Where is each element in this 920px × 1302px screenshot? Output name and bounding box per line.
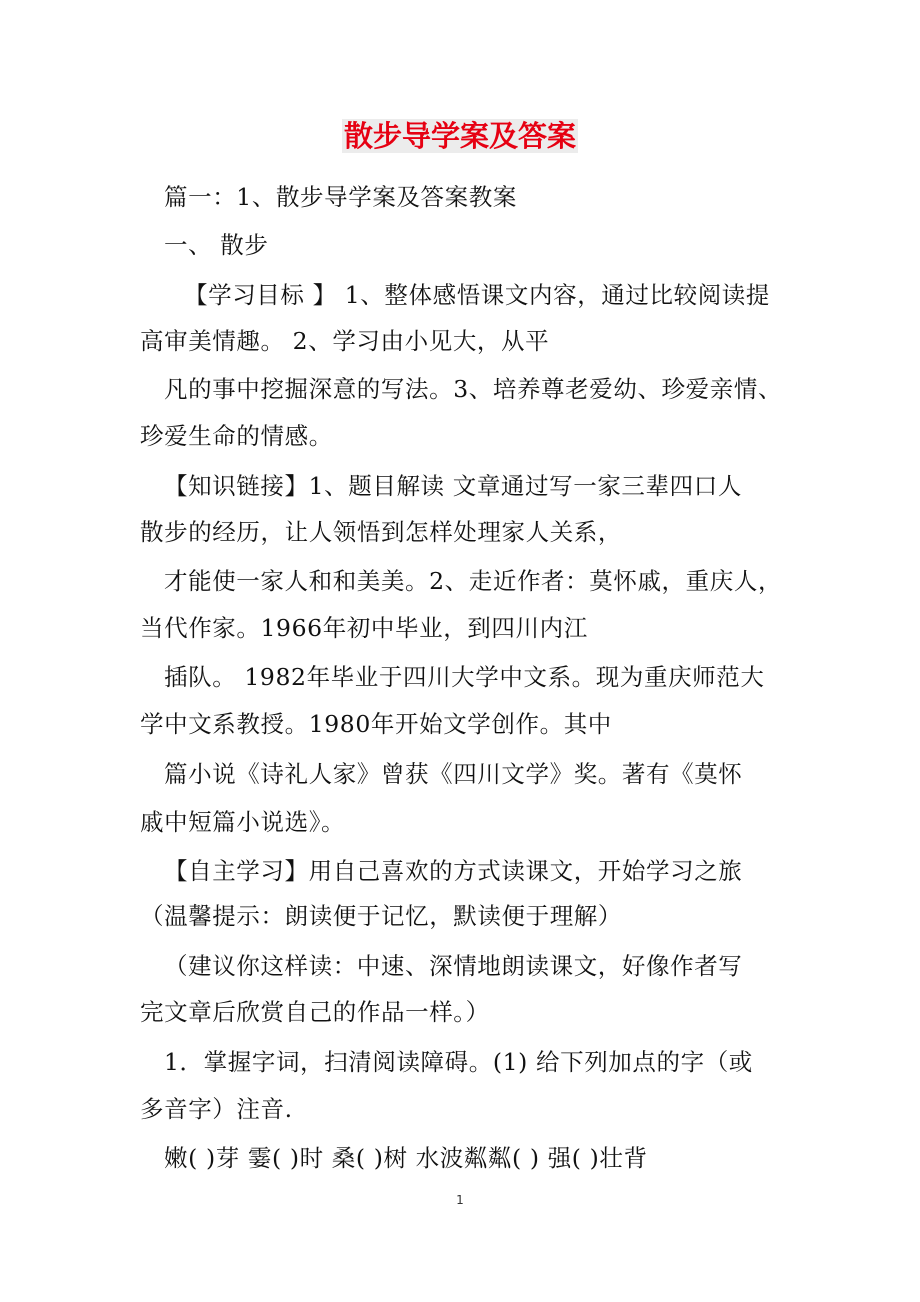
text-line-19: 1．掌握字词，扫清阅读障碍。(1) 给下列加点的字（或 [164, 1048, 753, 1076]
text-line-14: 戚中短篇小说选》。 [140, 808, 346, 836]
text-line-1: 篇一：1、散步导学案及答案教案 [164, 183, 517, 211]
text-line-5: 凡的事中挖掘深意的写法。3、培养尊老爱幼、珍爱亲情、 [164, 375, 783, 403]
text-line-15: 【自主学习】用自己喜欢的方式读课文，开始学习之旅 [164, 857, 743, 885]
text-line-7: 【知识链接】1、题目解读 文章通过写一家三辈四口人 [164, 472, 742, 500]
document-title: 散步导学案及答案 [343, 119, 576, 153]
text-line-11: 插队。 1982年毕业于四川大学中文系。现为重庆师范大 [164, 663, 765, 691]
text-line-3: 【学习目标 】 1、整体感悟课文内容，通过比较阅读提 [184, 281, 770, 309]
text-line-13: 篇小说《诗礼人家》曾获《四川文学》奖。著有《莫怀 [164, 760, 743, 788]
text-line-4: 高审美情趣。 2、学习由小见大，从平 [140, 327, 550, 355]
text-line-16: （温馨提示：朗读便于记忆，默读便于理解） [140, 902, 622, 930]
text-line-8: 散步的经历，让人领悟到怎样处理家人关系， [140, 518, 622, 546]
text-line-12: 学中文系教授。1980年开始文学创作。其中 [140, 710, 612, 738]
text-line-20: 多音字）注音. [140, 1095, 293, 1123]
text-line-17: （建议你这样读：中速、深情地朗读课文，好像作者写 [164, 952, 743, 980]
text-line-18: 完文章后欣赏自己的作品一样。） [140, 998, 490, 1026]
text-line-9: 才能使一家人和和美美。2、走近作者：莫怀戚，重庆人， [164, 567, 783, 595]
text-line-2: 一、 散步 [164, 231, 269, 259]
text-line-6: 珍爱生命的情感。 [140, 422, 333, 450]
text-line-21: 嫩( )芽 霎( )时 桑( )树 水波粼粼( ) 强( )壮背 [164, 1144, 648, 1172]
text-line-10: 当代作家。1966年初中毕业，到四川内江 [140, 614, 588, 642]
page-number: 1 [456, 1193, 464, 1207]
